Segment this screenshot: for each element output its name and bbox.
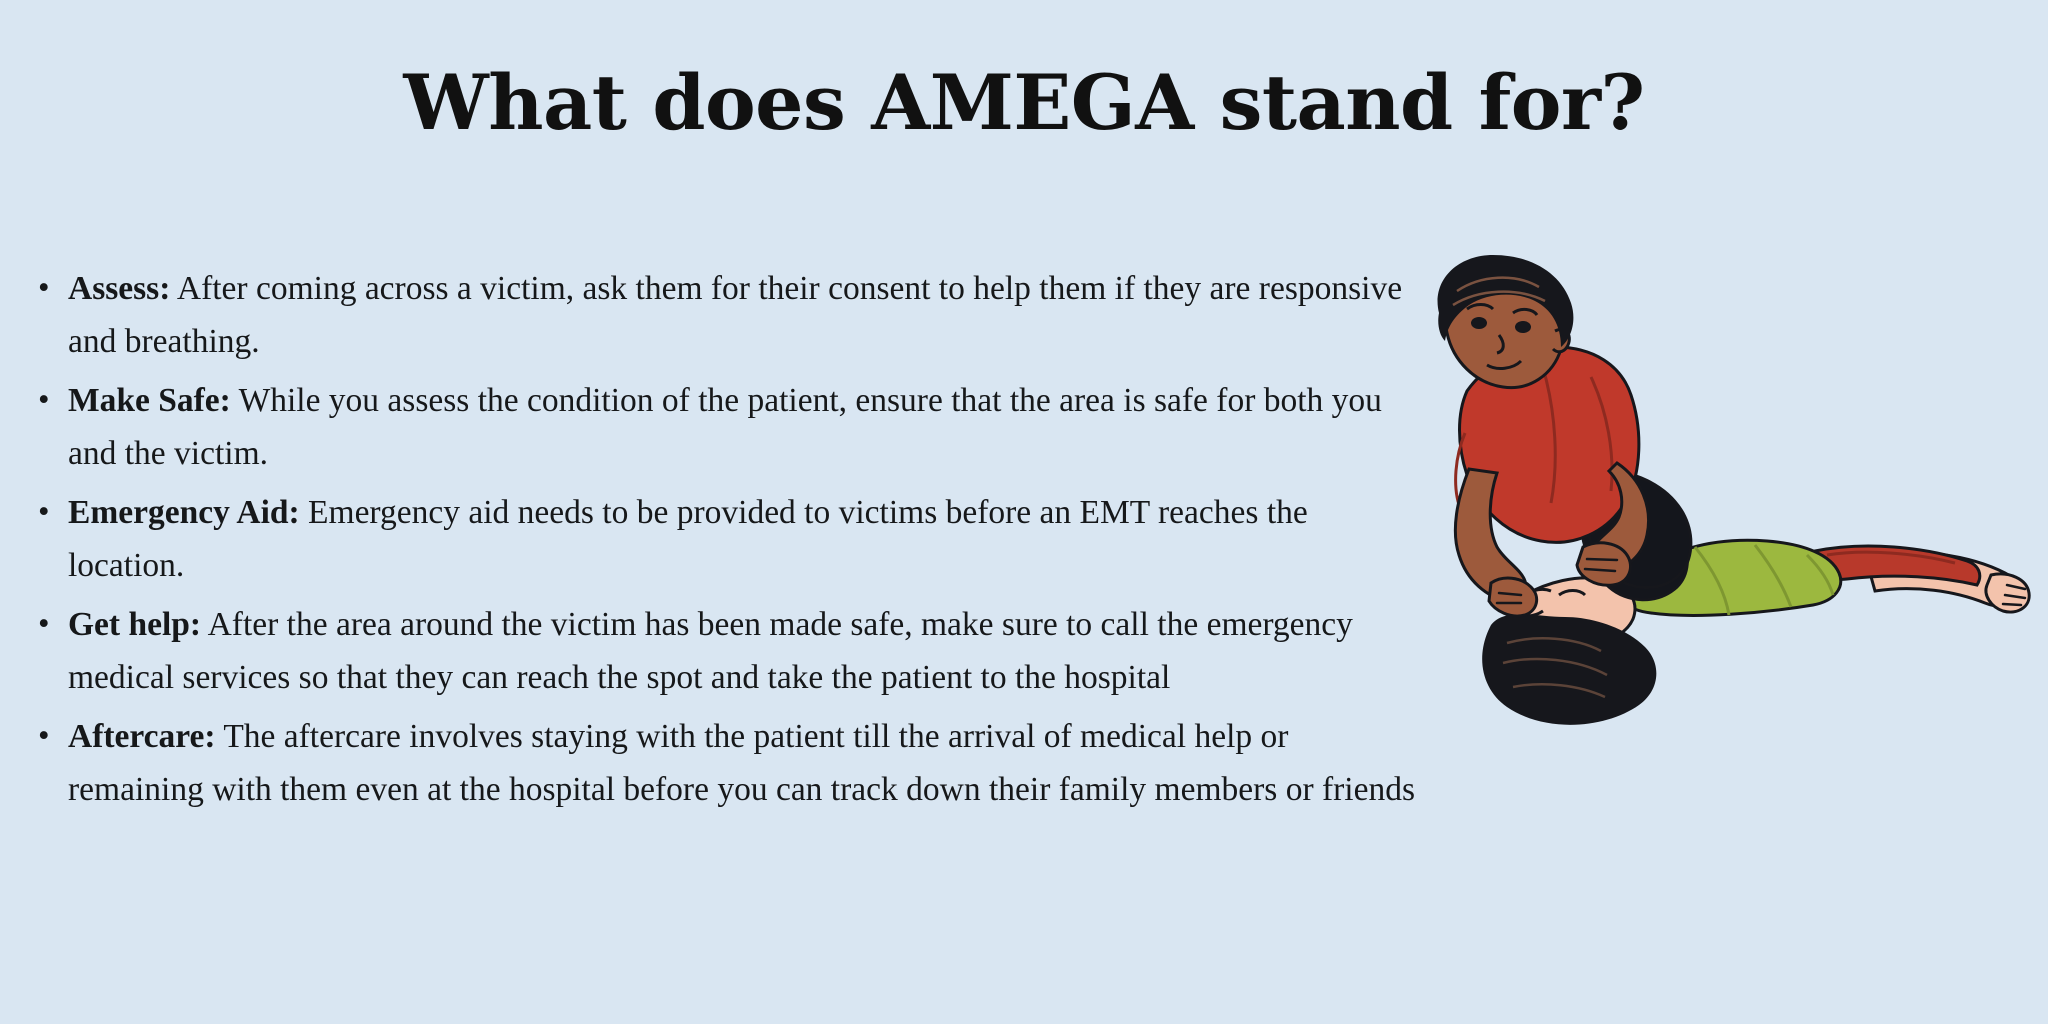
point-description: Emergency aid needs to be provided to victims before an EMT reaches the location. bbox=[68, 494, 1308, 584]
page-title: What does AMEGA stand for? bbox=[403, 58, 1645, 147]
rescuer-figure bbox=[1438, 255, 1691, 616]
points-list bbox=[22, 262, 1422, 816]
points-list-container bbox=[22, 262, 1422, 822]
point-description: After coming across a victim, ask them for their consent to help them if they are responsive and breathing. bbox=[68, 270, 1403, 360]
point-description: The aftercare involves staying with the patient till the arrival of medical help or remaining with them even at the hospital before you can track down their family members or friends bbox=[68, 718, 1416, 808]
list-item bbox=[22, 710, 1422, 816]
list-item bbox=[22, 262, 1422, 368]
list-item bbox=[22, 598, 1422, 704]
point-term: Aftercare: bbox=[68, 718, 216, 755]
point-term: Make Safe: bbox=[68, 382, 231, 419]
bullet-icon: • bbox=[38, 494, 50, 530]
point-term: Emergency Aid: bbox=[68, 494, 300, 531]
list-item bbox=[22, 486, 1422, 592]
point-term: Assess: bbox=[68, 270, 171, 307]
patient-figure bbox=[1482, 540, 2029, 725]
bullet-icon: • bbox=[38, 718, 50, 754]
point-description: After the area around the victim has been made safe, make sure to call the emergency medical services so that they can reach the spot and take the patient to the hospital bbox=[68, 606, 1353, 696]
point-term: Get help: bbox=[68, 606, 202, 643]
bullet-icon: • bbox=[38, 606, 50, 642]
bullet-icon: • bbox=[38, 382, 50, 418]
list-item bbox=[22, 374, 1422, 480]
bullet-icon: • bbox=[38, 270, 50, 306]
point-description: While you assess the condition of the patient, ensure that the area is safe for both you and the victim. bbox=[68, 382, 1382, 472]
first-aid-illustration bbox=[1395, 255, 2035, 875]
